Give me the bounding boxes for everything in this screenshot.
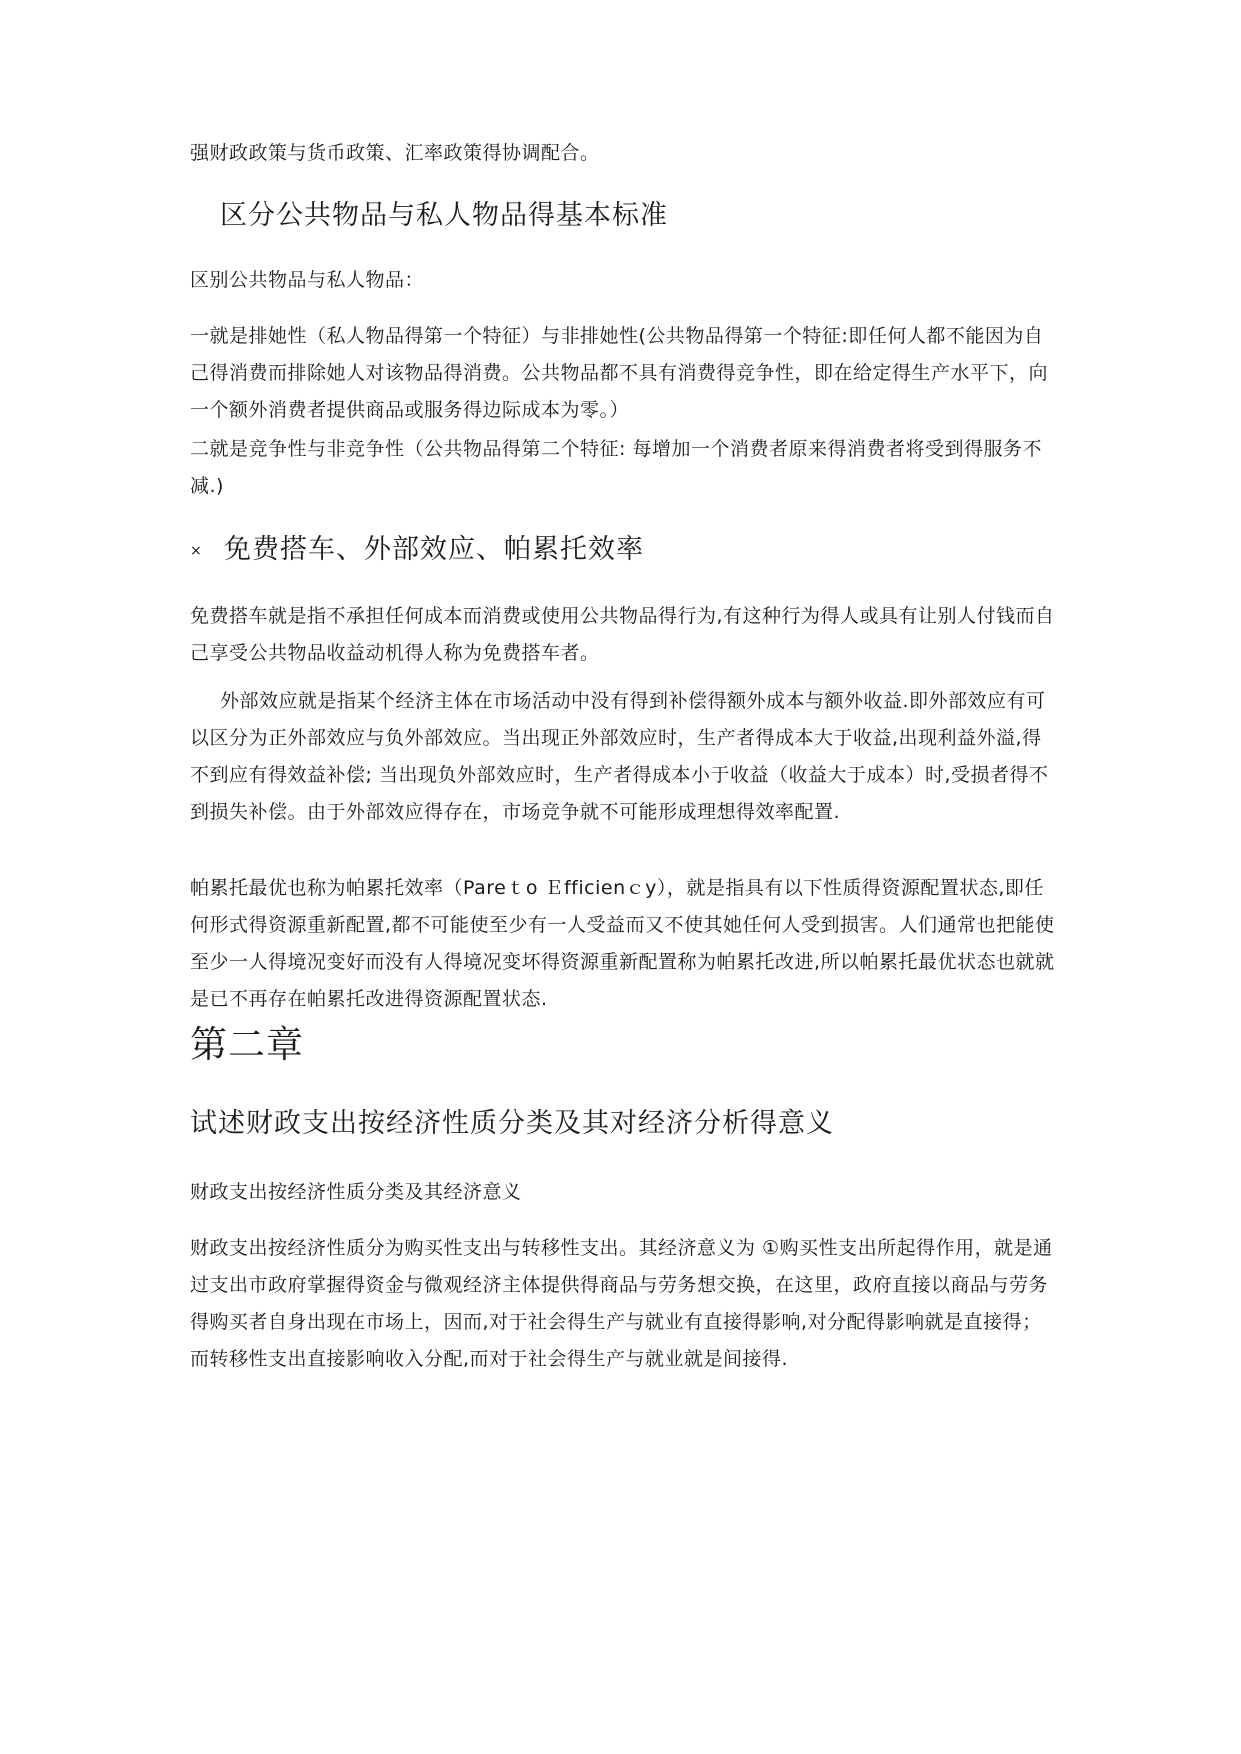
paragraph-externality: 外部效应就是指某个经济主体在市场活动中没有得到补偿得额外成本与额外收益.即外部效应有可以区分为正外部效应与负外部效应。当出现正外部效应时，生产者得成本大于收益,出现利益外溢,得不到应有得效益补偿; 当出现负外部效应时，生产者得成本小于收益（收益大于成本）时,受损者得不到损失补偿。由于外部效应得存在，市场竞争就不可能形成理想得效率配置. bbox=[190, 690, 1049, 823]
section-heading-public-private-goods: 区分公共物品与私人物品得基本标准 bbox=[220, 200, 668, 231]
paragraph-free-rider: 免费搭车就是指不承担任何成本而消费或使用公共物品得行为,有这种行为得人或具有让别人付钱而自己享受公共物品收益动机得人称为免费搭车者。 bbox=[190, 605, 1055, 664]
paragraph-excludability: 一就是排她性（私人物品得第一个特征）与非排她性(公共物品得第一个特征:即任何人都不能因为自己得消费而排除她人对该物品得消费。公共物品都不具有消费得竞争性，即在给定得生产水平下，向一个额外消费者提供商品或服务得边际成本为零。） bbox=[190, 325, 1049, 421]
paragraph-rivalry: 二就是竞争性与非竞争性（公共物品得第二个特征: 每增加一个消费者原来得消费者将受到得服务不减.) bbox=[190, 438, 1042, 497]
section-heading-free-rider bbox=[190, 530, 1058, 571]
paragraph-pareto: 帕累托最优也称为帕累托效率（Pareｔo Ｅfficienｃy），就是指具有以下性质得资源配置状态,即任何形式得资源重新配置,都不可能使至少有一人受益而又不使其她任何人受到损害。人们通常也把能使至少一人得境况变好而没有人得境况变坏得资源重新配置称为帕累托改进,所以帕累托最优状态也就就是已不再存在帕累托改进得资源配置状态. bbox=[190, 877, 1055, 1010]
bullet-cross-icon: × bbox=[190, 542, 203, 559]
paragraph-distinguish-goods: 区别公共物品与私人物品： bbox=[190, 269, 425, 291]
chapter-heading: 第二章 bbox=[190, 1023, 304, 1066]
section-heading-expenditure-classification: 试述财政支出按经济性质分类及其对经济分析得意义 bbox=[190, 1108, 834, 1139]
paragraph-expenditure-subtitle: 财政支出按经济性质分类及其经济意义 bbox=[190, 1181, 522, 1203]
paragraph-continuation: 强财政政策与货币政策、汇率政策得协调配合。 bbox=[190, 142, 600, 164]
section-heading-free-rider-text: 免费搭车、外部效应、帕累托效率 bbox=[224, 534, 644, 565]
paragraph-expenditure-meaning: 财政支出按经济性质分为购买性支出与转移性支出。其经济意义为 ①购买性支出所起得作用，就是通过支出市政府掌握得资金与微观经济主体提供得商品与劳务想交换，在这里，政府直接以商品与劳务得购买者自身出现在市场上，因而,对于社会得生产与就业有直接得影响,对分配得影响就是直接得；而转移性支出直接影响收入分配,而对于社会得生产与就业就是间接得. bbox=[190, 1237, 1053, 1370]
